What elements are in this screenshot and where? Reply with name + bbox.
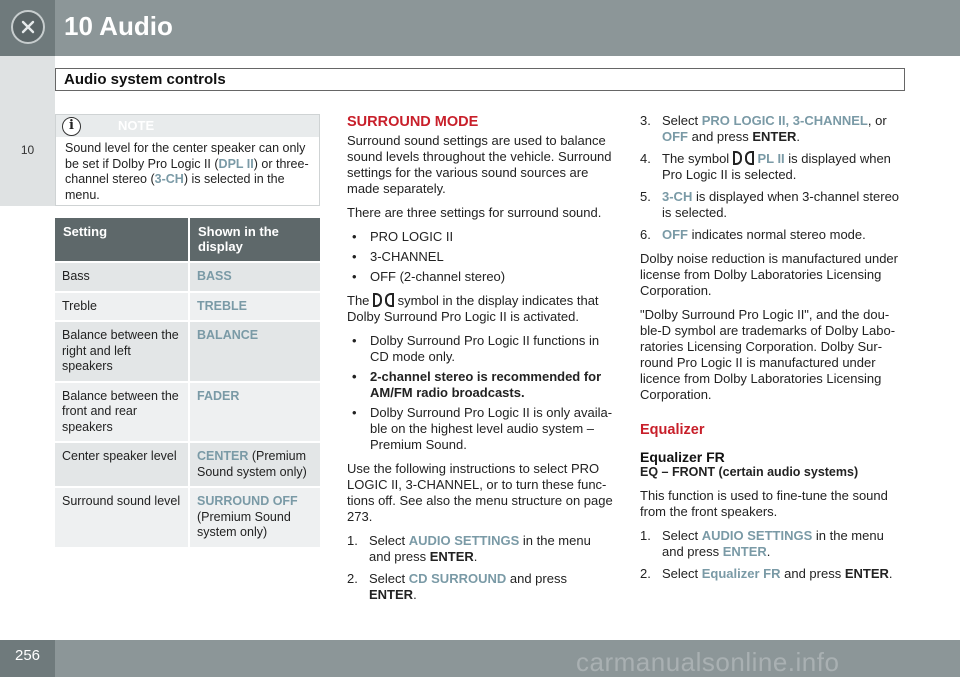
table-row bbox=[55, 320, 320, 381]
table-row bbox=[55, 381, 320, 442]
setting-cell: Surround sound level bbox=[55, 486, 190, 547]
text: The symbol bbox=[662, 151, 730, 166]
info-icon: i bbox=[62, 117, 81, 136]
table-row bbox=[55, 441, 320, 486]
surround-options-list bbox=[347, 229, 615, 285]
note-header bbox=[56, 115, 319, 137]
text: Select bbox=[369, 571, 409, 586]
display-value: BALANCE bbox=[197, 328, 259, 342]
menu-item-label: AUDIO SETTINGS bbox=[408, 533, 520, 548]
display-cell bbox=[190, 291, 320, 321]
chapter-tab-number: 10 bbox=[20, 143, 35, 157]
step-number: 2. bbox=[347, 571, 358, 586]
text: Select bbox=[369, 533, 409, 548]
list-item: • 3-CHANNEL bbox=[347, 249, 615, 265]
table-row bbox=[55, 261, 320, 291]
step-number: 6. bbox=[640, 227, 651, 242]
display-note: (Premium Sound system only) bbox=[197, 449, 307, 479]
menu-item-label: Equalizer FR bbox=[701, 566, 781, 581]
key-label: ENTER bbox=[369, 587, 414, 602]
equalizer-subheading: Equalizer FR bbox=[640, 449, 725, 465]
dolby-double-d-icon bbox=[373, 293, 394, 307]
display-cell bbox=[190, 320, 320, 381]
text: is displayed when Pro Logic II is selected. bbox=[662, 151, 891, 182]
step-number: 3. bbox=[640, 113, 651, 128]
text: . bbox=[888, 566, 893, 581]
text: and press bbox=[506, 571, 567, 586]
text: symbol in the display indicates that Dolby Surround Pro Logic II is activated. bbox=[347, 293, 599, 324]
paragraph: There are three settings for surround sound. bbox=[347, 205, 602, 220]
step-item bbox=[640, 113, 908, 145]
display-value: CENTER bbox=[197, 449, 249, 463]
text: and press bbox=[688, 129, 753, 144]
text: Select bbox=[662, 113, 702, 128]
list-item: • OFF (2-channel stereo) bbox=[347, 269, 615, 285]
setting-cell: Bass bbox=[55, 261, 190, 291]
3ch-label: 3-CH bbox=[662, 189, 693, 204]
note-text bbox=[56, 137, 319, 203]
off-label: OFF bbox=[662, 227, 688, 242]
paragraph: Surround sound settings are used to balance sound levels throughout the vehicle. Surround settings for the various sound sources are made separately. bbox=[347, 133, 612, 196]
menu-item-label: OFF bbox=[662, 129, 688, 144]
dolby-notes-list bbox=[347, 333, 615, 453]
text: . bbox=[766, 544, 771, 559]
settings-table bbox=[55, 218, 320, 547]
surround-steps bbox=[347, 533, 615, 603]
setting-cell: Balance between the front and rear speakers bbox=[55, 381, 190, 442]
surround-heading: SURROUND MODE bbox=[347, 114, 479, 130]
step-number: 1. bbox=[347, 533, 358, 548]
surround-steps-continued bbox=[640, 113, 908, 243]
step-item bbox=[640, 566, 908, 582]
section-header bbox=[55, 68, 905, 91]
equalizer-steps bbox=[640, 528, 908, 582]
dolby-double-d-icon bbox=[733, 151, 754, 165]
setting-cell: Balance between the right and left speakers bbox=[55, 320, 190, 381]
step-item bbox=[640, 151, 908, 183]
display-note: (Premium Sound system only) bbox=[197, 509, 291, 539]
3ch-label: 3-CH bbox=[154, 172, 184, 186]
key-label: ENTER bbox=[429, 549, 474, 564]
chapter-tab[interactable] bbox=[0, 56, 55, 206]
column-header: Setting bbox=[55, 218, 190, 261]
home-button[interactable] bbox=[11, 10, 45, 44]
pl-ii-label: PL II bbox=[757, 151, 785, 166]
text: . bbox=[413, 587, 417, 602]
page-number: 256 bbox=[14, 647, 41, 664]
list-item: • Dolby Surround Pro Logic II is only availa-ble on the highest level audio system – Premium Sound. bbox=[347, 405, 615, 453]
key-label: ENTER bbox=[752, 129, 797, 144]
list-item: • Dolby Surround Pro Logic II functions in CD mode only. bbox=[347, 333, 615, 365]
step-item bbox=[640, 528, 908, 560]
step-item bbox=[640, 227, 908, 243]
key-label: ENTER bbox=[844, 566, 889, 581]
text: , or bbox=[867, 113, 887, 128]
step-number: 5. bbox=[640, 189, 651, 204]
menu-item-label: CD SURROUND bbox=[408, 571, 507, 586]
list-item: • PRO LOGIC II bbox=[347, 229, 615, 245]
display-value: BASS bbox=[197, 269, 232, 283]
paragraph bbox=[347, 293, 615, 325]
display-value: SURROUND OFF bbox=[197, 494, 298, 508]
display-value: FADER bbox=[197, 388, 240, 403]
step-number: 1. bbox=[640, 528, 651, 543]
text: and press bbox=[780, 566, 845, 581]
text: The bbox=[347, 293, 370, 308]
note-box bbox=[55, 114, 320, 206]
step-number: 2. bbox=[640, 566, 651, 581]
column-header: Shown in the display bbox=[190, 218, 320, 261]
text: . bbox=[796, 129, 801, 144]
equalizer-column bbox=[640, 113, 908, 590]
note-label: NOTE bbox=[118, 118, 155, 133]
text: is displayed when 3-channel stereo is selected. bbox=[662, 189, 900, 220]
dpl-ii-label: DPL II bbox=[218, 156, 254, 171]
text: Select bbox=[662, 528, 702, 543]
note-text-part: ) is selected in the menu. bbox=[65, 172, 285, 202]
surround-column bbox=[347, 113, 615, 611]
table-row bbox=[55, 486, 320, 547]
table-row bbox=[55, 291, 320, 321]
paragraph: "Dolby Surround Pro Logic II", and the dou-ble-D symbol are trademarks of Dolby Labo-ratories Licensing Corporation. Dolby Sur-round Pro Logic II is manufactured under licence from Dolby Laboratories Licensing Corporation. bbox=[640, 307, 896, 402]
setting-cell: Center speaker level bbox=[55, 441, 190, 486]
text: indicates normal stereo mode. bbox=[688, 227, 866, 242]
paragraph: Dolby noise reduction is manufactured under license from Dolby Laboratories Licensing Corporation. bbox=[640, 251, 898, 298]
list-item: • 2-channel stereo is recommended for AM/FM radio broadcasts. bbox=[347, 369, 615, 401]
table-header-row bbox=[55, 218, 320, 261]
setting-cell: Treble bbox=[55, 291, 190, 321]
step-item bbox=[347, 571, 615, 603]
step-number: 4. bbox=[640, 151, 651, 166]
display-cell bbox=[190, 261, 320, 291]
note-text-part: Sound level for the center speaker can only be set if Dolby Pro Logic II ( bbox=[65, 141, 306, 171]
paragraph: This function is used to fine-tune the sound from the front speakers. bbox=[640, 488, 888, 519]
text: Select bbox=[662, 566, 702, 581]
watermark: carmanualsonline.info bbox=[576, 647, 840, 677]
text: . bbox=[473, 549, 478, 564]
display-cell bbox=[190, 381, 320, 442]
close-icon bbox=[20, 19, 36, 35]
step-item bbox=[347, 533, 615, 565]
paragraph: Use the following instructions to select PRO LOGIC II, 3-CHANNEL, or to turn these func-tions off. See also the menu structure on page 273. bbox=[347, 461, 613, 524]
equalizer-caption: EQ – FRONT (certain audio systems) bbox=[640, 465, 859, 479]
note-text-part: ) or three-channel stereo ( bbox=[65, 156, 309, 186]
section-title: Audio system controls bbox=[64, 71, 226, 88]
menu-item-label: PRO LOGIC II, 3-CHANNEL bbox=[701, 113, 868, 128]
display-value: TREBLE bbox=[197, 298, 247, 313]
equalizer-heading: Equalizer bbox=[640, 422, 705, 438]
chapter-title: 10 Audio bbox=[64, 11, 173, 41]
menu-item-label: AUDIO SETTINGS bbox=[701, 528, 813, 543]
text: in the menu and press bbox=[662, 528, 884, 559]
display-cell bbox=[190, 441, 320, 486]
key-label: ENTER bbox=[722, 544, 767, 559]
step-item bbox=[640, 189, 908, 221]
display-cell bbox=[190, 486, 320, 547]
text: in the menu and press bbox=[369, 533, 591, 564]
